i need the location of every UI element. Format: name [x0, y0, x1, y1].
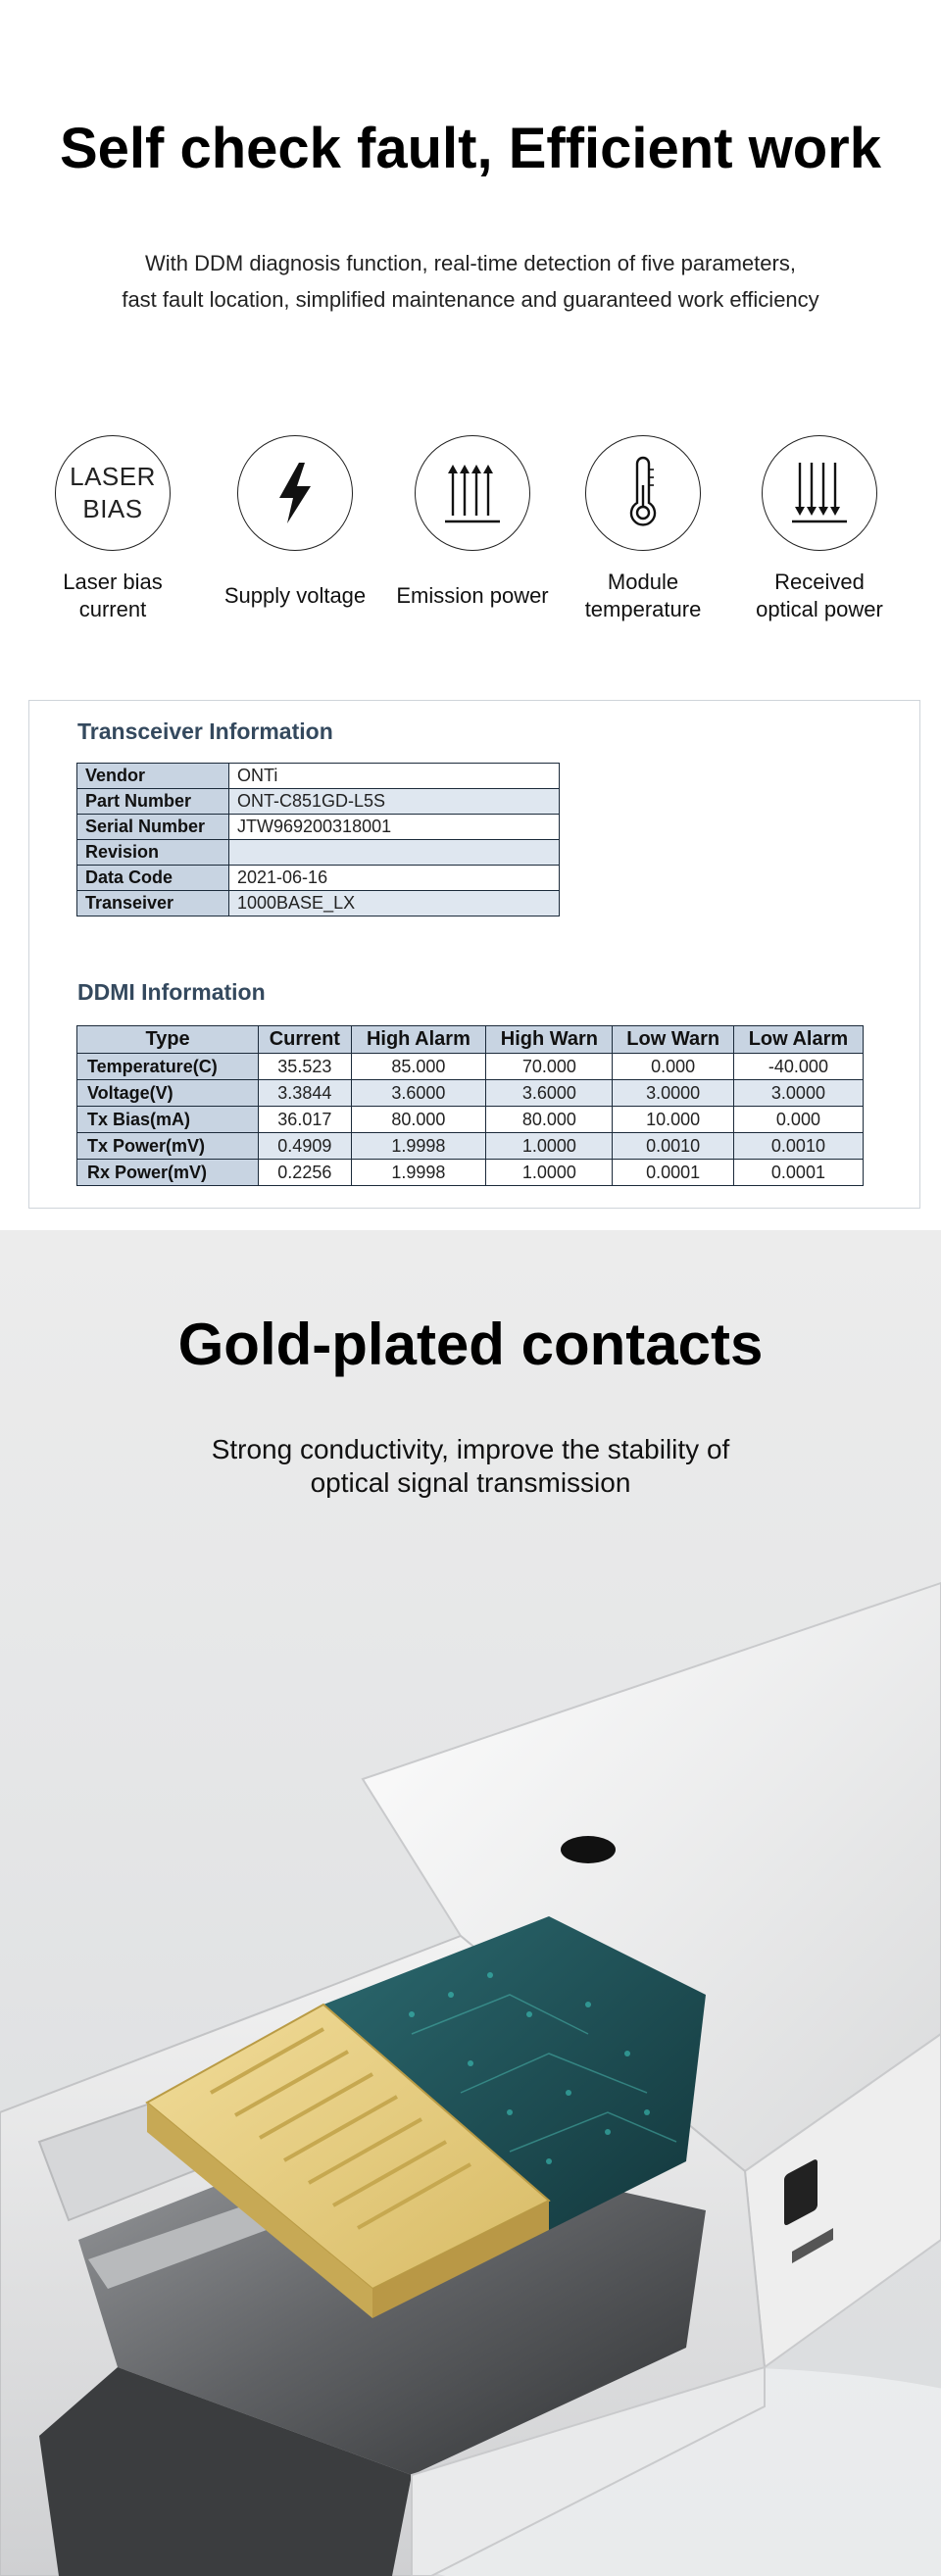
ddmi-value-cell: 3.6000: [486, 1080, 613, 1107]
ddm-section: [0, 0, 941, 1230]
ddmi-type-cell: Temperature(C): [77, 1054, 259, 1080]
ddmi-type-cell: Voltage(V): [77, 1080, 259, 1107]
ddmi-header-cell: Current: [259, 1026, 351, 1054]
gold-contacts-section: [0, 1230, 941, 2576]
info-value-cell: [229, 840, 560, 866]
icon-text-bias: BIAS: [82, 494, 143, 523]
ddmi-value-cell: 0.4909: [259, 1133, 351, 1160]
ddmi-value-cell: 70.000: [486, 1054, 613, 1080]
section-title: Self check fault, Efficient work: [60, 117, 881, 180]
feature-label-line-2: temperature: [584, 597, 702, 621]
info-key-cell: Serial Number: [77, 815, 229, 840]
ddmi-value-cell: 0.0010: [733, 1133, 863, 1160]
subtitle-line-2: optical signal transmission: [310, 1467, 631, 1498]
laser-bias-text-icon: [55, 435, 171, 551]
ddmi-value-cell: -40.000: [733, 1054, 863, 1080]
feature-label: [207, 582, 383, 610]
ddmi-type-cell: Rx Power(mV): [77, 1160, 259, 1186]
info-key-cell: Vendor: [77, 764, 229, 789]
info-row: [77, 815, 560, 840]
ddmi-value-cell: 3.3844: [259, 1080, 351, 1107]
feature-label-line-1: Module: [607, 570, 679, 594]
ddmi-type-cell: Tx Bias(mA): [77, 1107, 259, 1133]
feature-label: [555, 569, 731, 623]
section-subtitle: [0, 245, 941, 318]
feature-laser-bias: [25, 435, 201, 623]
ddmi-value-cell: 3.0000: [613, 1080, 733, 1107]
section-subtitle: [0, 1433, 941, 1500]
feature-received-optical-power: [731, 435, 908, 623]
info-value-cell: 2021-06-16: [229, 866, 560, 891]
down-arrows-icon: [762, 435, 877, 551]
info-row: [77, 840, 560, 866]
ddmi-value-cell: 1.9998: [351, 1160, 486, 1186]
feature-label-line-1: Received: [774, 570, 865, 594]
ddmi-value-cell: 80.000: [486, 1107, 613, 1133]
ddmi-info-title: DDMI Information: [77, 979, 266, 1005]
diagnostics-panel: [28, 700, 920, 1209]
subtitle-line-1: Strong conductivity, improve the stability of: [211, 1434, 730, 1464]
feature-label: [25, 569, 201, 623]
feature-label: [384, 582, 561, 610]
info-row: [77, 891, 560, 916]
info-row: [77, 866, 560, 891]
ddmi-value-cell: 1.0000: [486, 1133, 613, 1160]
info-value-cell: ONTi: [229, 764, 560, 789]
ddmi-value-cell: 3.0000: [733, 1080, 863, 1107]
lightning-icon: [237, 435, 353, 551]
ddmi-value-cell: 0.000: [613, 1054, 733, 1080]
info-key-cell: Revision: [77, 840, 229, 866]
subtitle-line-2: fast fault location, simplified maintenance and guaranteed work efficiency: [122, 287, 819, 312]
ddmi-value-cell: 85.000: [351, 1054, 486, 1080]
feature-label-line-1: Supply voltage: [223, 583, 367, 608]
thermometer-icon: [585, 435, 701, 551]
transceiver-info-table: [76, 763, 560, 916]
feature-label-line-2: optical power: [756, 597, 883, 621]
ddmi-value-cell: 0.0010: [613, 1133, 733, 1160]
ddmi-value-cell: 35.523: [259, 1054, 351, 1080]
ddmi-row: [77, 1107, 864, 1133]
info-row: [77, 764, 560, 789]
ddmi-value-cell: 1.0000: [486, 1160, 613, 1186]
transceiver-info-title: Transceiver Information: [77, 718, 333, 744]
feature-label-line-2: current: [78, 597, 147, 621]
section-title: Gold-plated contacts: [177, 1312, 764, 1377]
feature-module-temperature: [555, 435, 731, 623]
feature-icons-row: [0, 435, 941, 641]
ddmi-value-cell: 10.000: [613, 1107, 733, 1133]
ddmi-info-table: [76, 1025, 864, 1186]
ddmi-value-cell: 36.017: [259, 1107, 351, 1133]
ddmi-value-cell: 80.000: [351, 1107, 486, 1133]
ddmi-row: [77, 1160, 864, 1186]
info-key-cell: Part Number: [77, 789, 229, 815]
subtitle-line-1: With DDM diagnosis function, real-time detection of five parameters,: [145, 251, 796, 275]
info-row: [77, 789, 560, 815]
ddmi-value-cell: 1.9998: [351, 1133, 486, 1160]
feature-emission-power: [384, 435, 561, 610]
ddmi-row: [77, 1133, 864, 1160]
ddmi-value-cell: 0.0001: [733, 1160, 863, 1186]
ddmi-row: [77, 1054, 864, 1080]
ddmi-header-cell: High Warn: [486, 1026, 613, 1054]
ddmi-value-cell: 0.000: [733, 1107, 863, 1133]
ddmi-row: [77, 1080, 864, 1107]
ddmi-header-cell: Type: [77, 1026, 259, 1054]
ddmi-value-cell: 0.2256: [259, 1160, 351, 1186]
up-arrows-icon: [415, 435, 530, 551]
ddmi-header-cell: High Alarm: [351, 1026, 486, 1054]
info-value-cell: JTW969200318001: [229, 815, 560, 840]
feature-label-line-1: Emission power: [396, 583, 549, 608]
icon-text-laser: LASER: [70, 462, 156, 491]
ddmi-type-cell: Tx Power(mV): [77, 1133, 259, 1160]
ddmi-header-cell: Low Warn: [613, 1026, 733, 1054]
info-key-cell: Transeiver: [77, 891, 229, 916]
ddmi-value-cell: 0.0001: [613, 1160, 733, 1186]
ddmi-value-cell: 3.6000: [351, 1080, 486, 1107]
feature-label-line-1: Laser bias: [63, 570, 163, 594]
info-value-cell: 1000BASE_LX: [229, 891, 560, 916]
info-value-cell: ONT-C851GD-L5S: [229, 789, 560, 815]
info-key-cell: Data Code: [77, 866, 229, 891]
sfp-module-illustration: [0, 1230, 941, 2576]
ddmi-header-cell: Low Alarm: [733, 1026, 863, 1054]
feature-label: [731, 569, 908, 623]
feature-supply-voltage: [207, 435, 383, 610]
